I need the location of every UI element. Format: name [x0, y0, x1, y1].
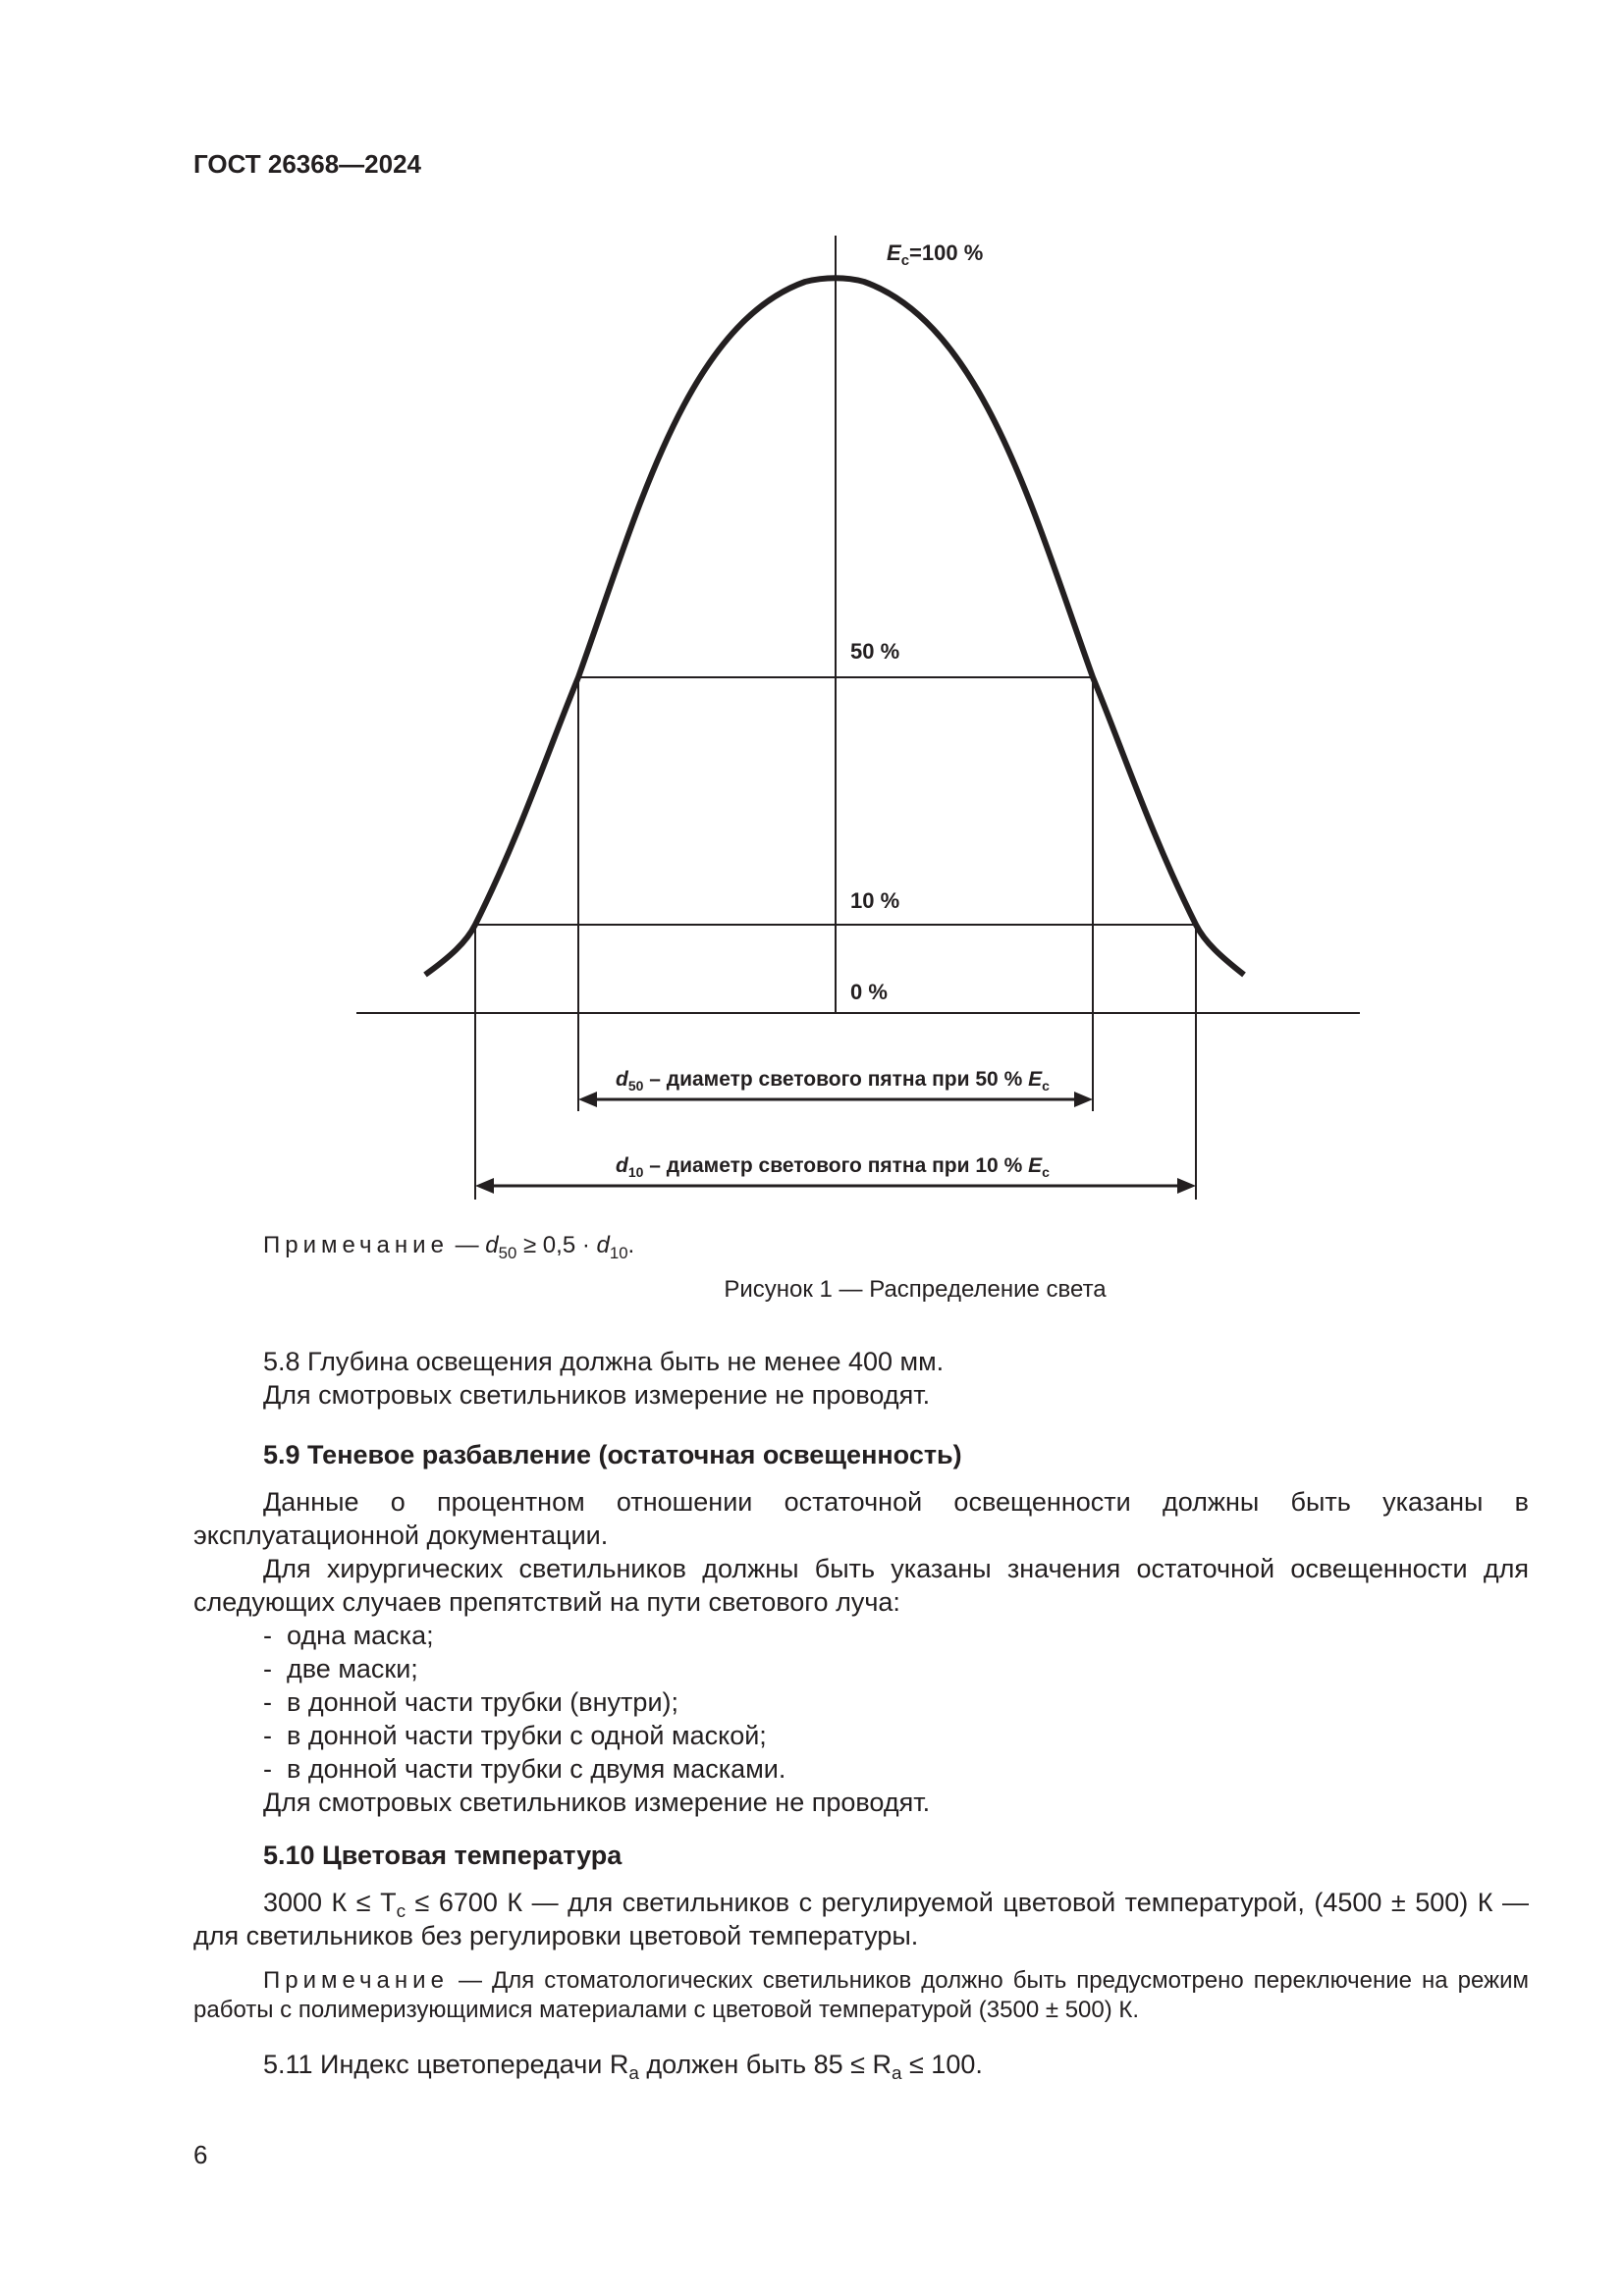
list-item: - в донной части трубки (внутри);	[193, 1685, 1529, 1719]
d10-label: $d_{10}$ – диаметр светового пятна при 10 % $E_c$	[616, 1154, 1050, 1180]
list-item: - в донной части трубки с одной маской;	[193, 1719, 1529, 1752]
label-50: 50 %	[850, 639, 900, 664]
section-5-11: 5.11 Индекс цветопередачи $R_a$ должен быть $85 \le R_a \le 100$.	[263, 2050, 983, 2084]
section-5-8: 5.8 Глубина освещения должна быть не менее 400 мм. Для смотровых светильников измерение не проводят.	[263, 1347, 945, 1410]
section-5-10-heading: 5.10 Цветовая температура	[263, 1841, 623, 1870]
label-ec-100: $E_c=100$ %	[887, 240, 984, 269]
list-item: - одна маска;	[193, 1619, 1529, 1652]
section-5-9: 5.9 Теневое разбавление (остаточная освещенность) Данные о процентном отношении остаточной освещенности должны быть указаны в эксплуатационной документации. Для хирургических светильников должны быть указаны значения остаточной освещенности для следующих случаев препятствий на пути светового луча: - одна маска; - две маски; - в донной части трубки (внутри); - в донной части трубки с одной маской; - в донной части трубки с двумя масками. Для смотровых светильников измерение не проводят.	[193, 1438, 1529, 1819]
figure-caption: Рисунок 1 — Распределение света	[724, 1276, 1107, 1303]
list-item: - в донной части трубки с двумя масками.	[193, 1752, 1529, 1786]
section-5-9-heading: 5.9 Теневое разбавление (остаточная освещенность)	[263, 1440, 962, 1469]
figure-note: Примечание — $d_{50} \ge 0,5 \cdot d_{10}$.	[263, 1232, 635, 1262]
document-code: ГОСТ 26368—2024	[193, 149, 421, 179]
section-5-10-note: Примечание — Для стоматологических светильников должно быть предусмотрено переключение на режим работы с полимеризующимися материалами с цветовой температурой (3500 ± 500) К.	[193, 1967, 1529, 2023]
label-0: 0 %	[850, 980, 888, 1004]
label-10: 10 %	[850, 888, 900, 913]
d50-label: $d_{50}$ – диаметр светового пятна при 50 % $E_c$	[616, 1068, 1050, 1094]
page-number: 6	[193, 2140, 208, 2169]
list-item: - две маски;	[193, 1652, 1529, 1685]
section-5-10: 5.10 Цветовая температура 3000 $К \le T_c \le 6700$ К — для светильников с регулируемой цветовой температурой, (4500 ± 500) К — для светильников без регулировки цветовой температуры. Примечание — Для стоматологических светильников должно быть предусмотрено переключение на режим работы с полимеризующимися материалами с цветовой температурой (3500 ± 500) К.	[193, 1841, 1529, 2023]
